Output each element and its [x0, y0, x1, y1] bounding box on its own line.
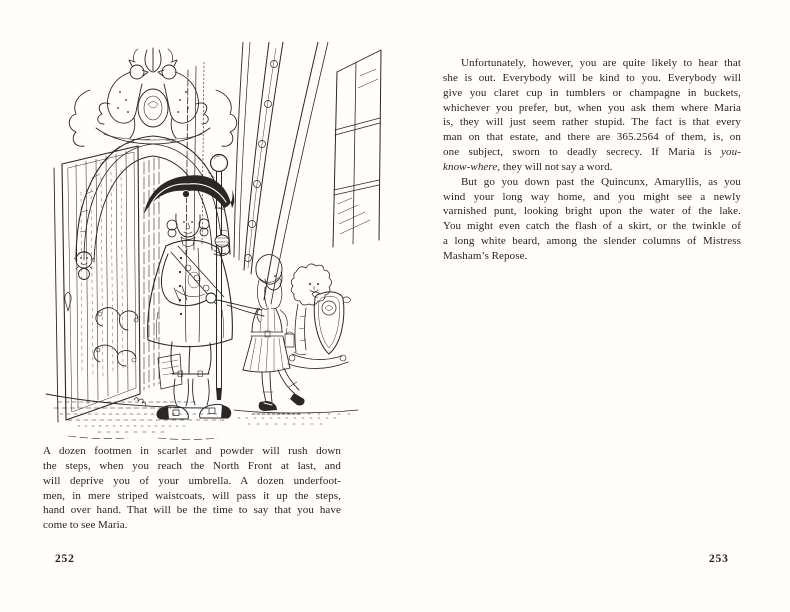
text-line — [443, 86, 741, 101]
left-page-number: 252 — [55, 553, 75, 565]
text-segment: whichever you prefer, but, when you ask them where Maria — [443, 101, 741, 114]
text-segment: A dozen footmen in scarlet and powder will rush down — [43, 445, 341, 457]
text-segment: they will not say a word. — [500, 160, 613, 173]
text-segment: You might even catch the flash of a skirt, or the twinkle of — [443, 220, 741, 233]
text-line — [443, 219, 741, 234]
lion-statue — [288, 264, 351, 369]
heraldic-crest — [69, 48, 237, 146]
text-segment: Masham’s Repose. — [443, 249, 528, 262]
footman — [144, 175, 234, 419]
girl — [217, 255, 305, 411]
text-segment: men, in mere striped waistcoats, will pass it up the steps, — [43, 489, 341, 502]
right-page-number: 253 — [709, 553, 729, 565]
text-line — [43, 518, 341, 533]
text-segment: a long white beard, among the slender columns of Mistress — [443, 235, 741, 248]
text-segment: man on that estate, and there are 365.2564 of them, is, on — [443, 131, 741, 144]
text-line — [443, 234, 741, 249]
text-segment: hand over hand. That will be the time to say that you have — [43, 504, 341, 517]
text-segment: is, they will just seem rather stupid. The fact is that every — [443, 116, 741, 129]
window — [333, 50, 381, 247]
text-line — [43, 503, 341, 518]
italic-text-segment: you- — [721, 146, 741, 159]
book-illustration — [38, 42, 384, 442]
right-page-paragraph-1 — [443, 56, 741, 175]
text-segment: Unfortunately, however, you are quite likely to hear that — [461, 57, 741, 69]
text-segment: one subject, sworn to deadly secrecy. If Maria is — [443, 146, 722, 159]
text-line — [43, 444, 341, 459]
italic-text-segment: know-where, — [443, 160, 501, 173]
right-page-paragraph-2 — [443, 175, 741, 264]
text-line — [443, 101, 741, 116]
text-line — [443, 71, 741, 86]
text-line — [43, 459, 341, 474]
text-segment: will deprive you of your umbrella. A dozen underfoot- — [43, 474, 341, 487]
text-segment: wind your long way home, and you might see a newly — [443, 190, 741, 203]
text-line — [443, 249, 741, 264]
text-line — [443, 160, 741, 175]
right-page — [395, 0, 790, 612]
text-line — [443, 56, 741, 71]
text-line — [43, 474, 341, 489]
left-page-paragraph — [43, 444, 341, 533]
text-line — [443, 130, 741, 145]
text-segment: come to see Maria. — [43, 519, 128, 532]
text-line — [443, 175, 741, 190]
text-segment: But go you down past the Quincunx, Amaryllis, as you — [461, 175, 741, 188]
right-page-text — [443, 56, 741, 264]
text-line — [43, 489, 341, 504]
footman-illustration-svg — [38, 42, 384, 442]
text-segment: varnished punt, looking bright upon the water of the lake. — [443, 205, 741, 218]
text-line — [443, 115, 741, 130]
text-line — [443, 145, 741, 160]
door — [54, 146, 140, 422]
pedestal-block — [158, 354, 182, 389]
text-segment: she is out. Everybody will be kind to you. Everybody will — [443, 71, 741, 84]
text-line — [443, 204, 741, 219]
text-line — [443, 190, 741, 205]
text-segment: the steps, when you reach the North Front at last, and — [43, 459, 341, 472]
text-segment: give you claret cup in tumblers or champagne in buckets, — [443, 86, 741, 99]
